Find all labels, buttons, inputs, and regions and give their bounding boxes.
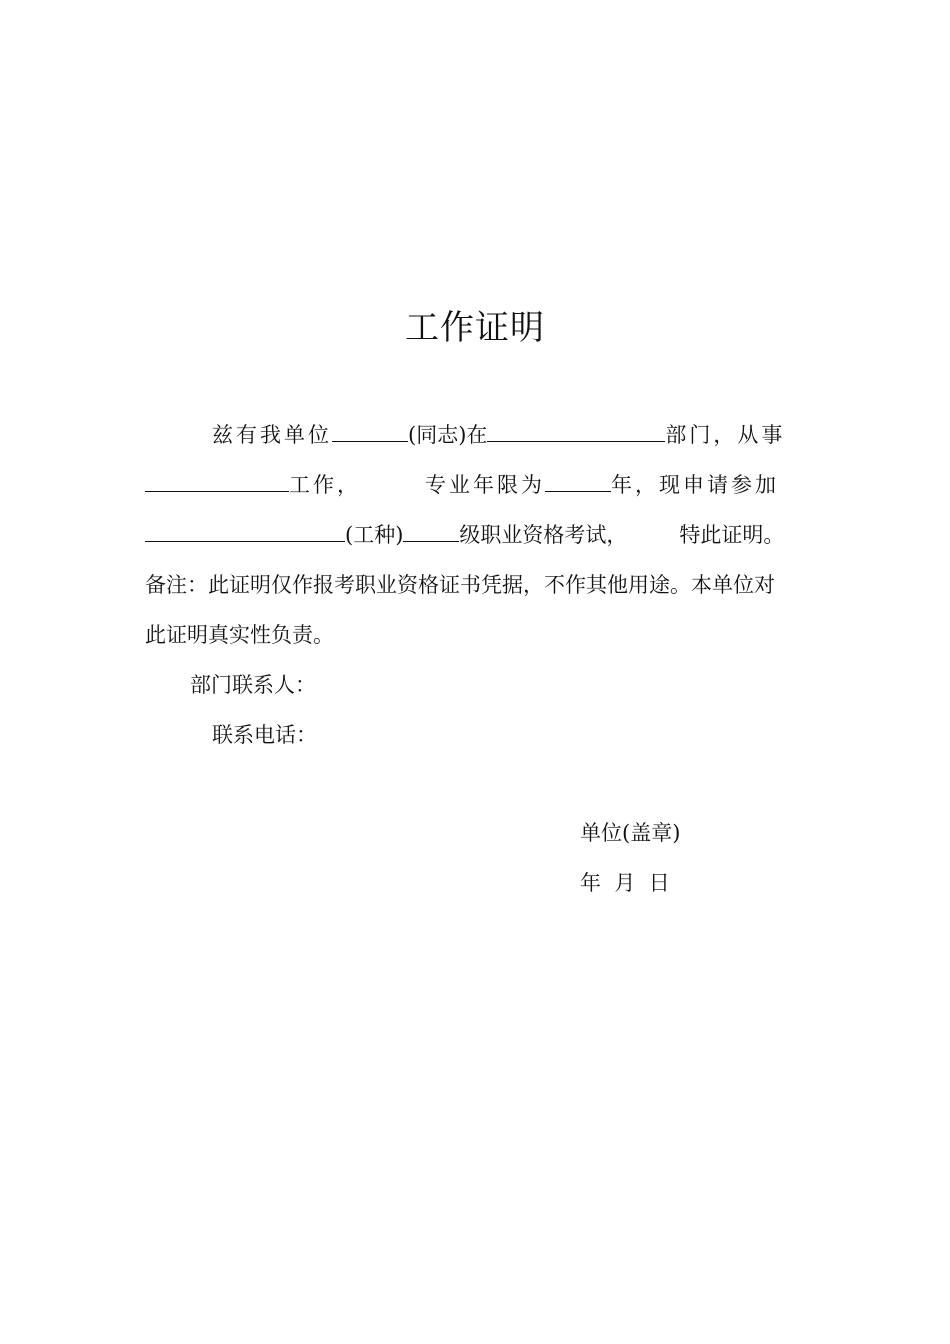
paragraph-line-3 [145,520,807,550]
blank-trade [145,521,345,542]
contact-phone-label: 联系电话： [212,723,317,747]
blank-level [403,521,459,542]
text-segment: 专业年限为 [425,473,545,497]
text-segment: (同志)在 [408,423,488,447]
text-segment: 级职业资格考试， [459,523,628,547]
note-line-2: 此证明真实性负责。 [145,623,334,647]
text-segment: 年，现申请参加 [611,473,779,497]
blank-name [332,421,408,442]
document-title: 工作证明 [405,308,545,348]
blank-job [145,471,289,492]
text-segment: 兹有我单位 [212,423,332,447]
seal-label: 单位(盖章) [580,821,681,845]
note-line-1: 备注：此证明仅作报考职业资格证书凭据，不作其他用途。本单位对 [145,573,775,597]
contact-person-label: 部门联系人： [190,673,316,697]
blank-years [545,471,611,492]
text-segment: 工作， [289,473,361,497]
paragraph-line-1 [145,420,807,450]
text-segment: 部门，从事 [665,423,786,447]
text-segment: 特此证明。 [679,523,785,547]
date-label: 年 月 日 [580,871,670,895]
text-segment: (工种) [345,523,404,547]
blank-department [487,421,665,442]
paragraph-line-2 [145,470,807,500]
